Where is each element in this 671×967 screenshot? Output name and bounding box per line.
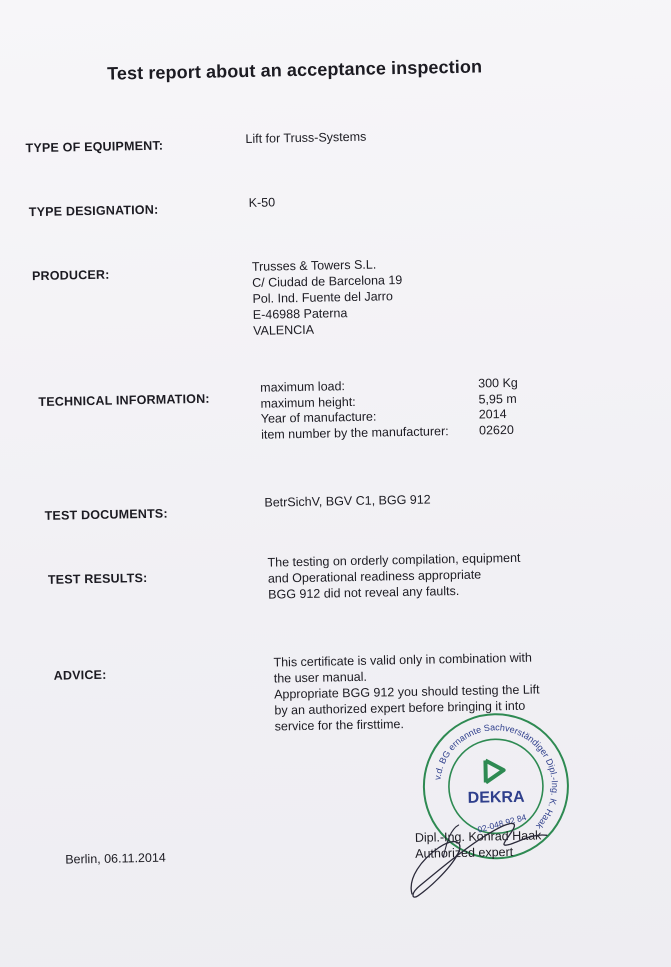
results-label: TEST RESULTS: <box>47 570 148 587</box>
producer-line: C/ Ciudad de Barcelona 19 <box>252 273 403 290</box>
results-line: BGG 912 did not reveal any faults. <box>268 583 460 602</box>
producer-line: Pol. Ind. Fuente del Jarro <box>252 289 393 306</box>
results-text <box>267 550 521 603</box>
report-title: Test report about an acceptance inspection <box>106 56 483 84</box>
advice-line: service for the firsttime. <box>274 717 405 734</box>
technical-value: 5,95 m <box>478 391 517 407</box>
equipment-value: Lift for Truss-Systems <box>245 129 367 146</box>
advice-line: the user manual. <box>273 669 368 686</box>
stamp-logo-text: DEKRA <box>467 788 525 807</box>
producer-address <box>252 256 404 339</box>
designation-label: TYPE DESIGNATION: <box>28 202 159 220</box>
technical-key: item number by the manufacturer: <box>260 423 449 442</box>
advice-label: ADVICE: <box>53 667 107 683</box>
technical-label: TECHNICAL INFORMATION: <box>38 391 210 410</box>
designation-value: K-50 <box>248 195 276 210</box>
place-date: Berlin, 06.11.2014 <box>65 850 166 867</box>
signer-name: Dipl.-Ing. Konrad Haak <box>414 828 542 845</box>
producer-line: Trusses & Towers S.L. <box>251 257 377 274</box>
technical-value: 02620 <box>478 422 514 438</box>
dekra-logo-icon <box>485 760 503 782</box>
advice-line: This certificate is valid only in combination with <box>273 650 533 670</box>
technical-value: 2014 <box>478 407 507 422</box>
results-line: The testing on orderly compilation, equipment <box>267 550 521 570</box>
equipment-label: TYPE OF EQUIPMENT: <box>25 138 164 156</box>
producer-line: E-46988 Paterna <box>252 306 348 322</box>
signature-stroke <box>410 823 548 897</box>
technical-value: 300 Kg <box>478 375 518 391</box>
handwritten-signature <box>398 795 570 908</box>
documents-label: TEST DOCUMENTS: <box>44 506 168 523</box>
technical-key: maximum load: <box>260 379 346 395</box>
advice-line: Appropriate BGG 912 you should testing the Lift <box>273 682 540 702</box>
stamp-number: 02-048 92 84 <box>476 811 528 835</box>
results-line: and Operational readiness appropriate <box>267 567 482 586</box>
technical-table <box>260 376 531 443</box>
signer-role: Authorized expert <box>415 844 514 861</box>
producer-line: VALENCIA <box>252 322 315 338</box>
advice-line: by an authorized expert before bringing it into <box>274 698 526 718</box>
stamp-ring-textpath: v.d. BG ernannte Sachverständiger Dipl.-Ing. K. Haak <box>432 722 560 832</box>
technical-key: Year of manufacture: <box>260 409 377 426</box>
documents-value: BetrSichV, BGV C1, BGG 912 <box>264 492 431 510</box>
technical-key: maximum height: <box>260 394 356 411</box>
producer-label: PRODUCER: <box>31 267 110 284</box>
